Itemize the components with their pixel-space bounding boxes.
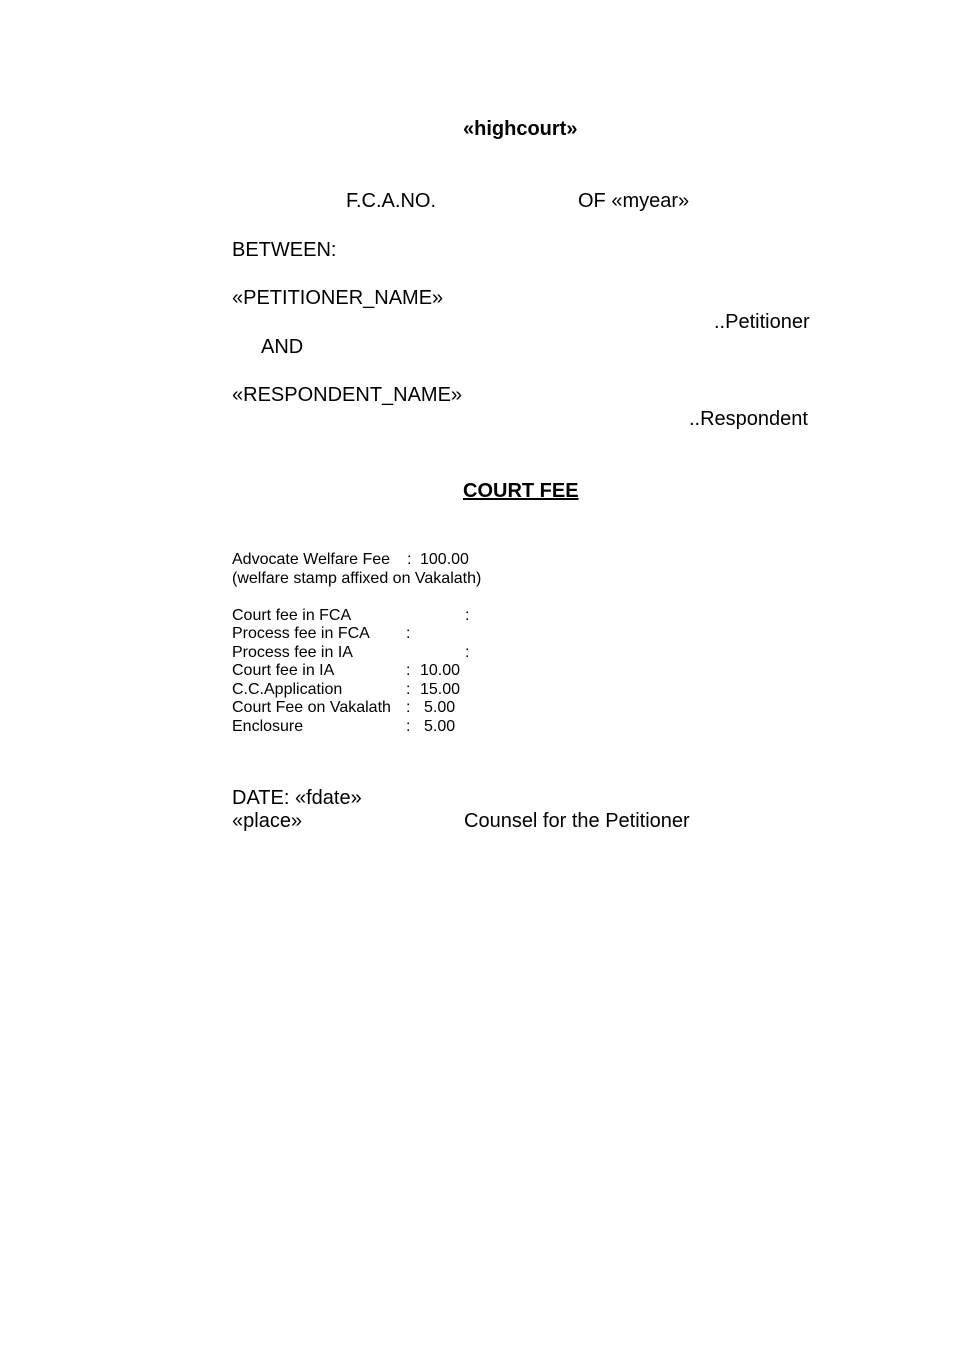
case-number-label: F.C.A.NO. bbox=[346, 190, 437, 212]
fee-label: Court Fee on Vakalath bbox=[232, 699, 391, 716]
fee-value: 5.00 bbox=[424, 718, 456, 735]
welfare-fee-value: 100.00 bbox=[420, 551, 469, 568]
place-line: «place» bbox=[232, 810, 303, 832]
colon-separator: : bbox=[406, 718, 411, 735]
counsel-signature-line: Counsel for the Petitioner bbox=[464, 810, 690, 832]
date-line: DATE: «fdate» bbox=[232, 787, 362, 809]
colon-separator: : bbox=[465, 644, 470, 661]
and-label: AND bbox=[261, 336, 304, 358]
fee-value: 5.00 bbox=[424, 699, 456, 716]
petitioner-name: «PETITIONER_NAME» bbox=[232, 287, 444, 309]
fee-value: 15.00 bbox=[420, 681, 461, 698]
colon-separator: : bbox=[465, 607, 470, 624]
welfare-fee-note: (welfare stamp affixed on Vakalath) bbox=[232, 570, 482, 587]
petitioner-role: ..Petitioner bbox=[714, 311, 810, 333]
court-fee-heading: COURT FEE bbox=[463, 480, 579, 502]
fee-label: Enclosure bbox=[232, 718, 304, 735]
respondent-name: «RESPONDENT_NAME» bbox=[232, 384, 463, 406]
case-year: OF «myear» bbox=[578, 190, 690, 212]
fee-label: Process fee in FCA bbox=[232, 625, 370, 642]
fee-label: Process fee in IA bbox=[232, 644, 353, 661]
colon-separator: : bbox=[407, 551, 412, 568]
respondent-role: ..Respondent bbox=[689, 408, 808, 430]
colon-separator: : bbox=[406, 681, 411, 698]
fee-value: 10.00 bbox=[420, 662, 461, 679]
welfare-fee-label: Advocate Welfare Fee bbox=[232, 551, 391, 568]
fee-label: C.C.Application bbox=[232, 681, 343, 698]
fee-label: Court fee in IA bbox=[232, 662, 335, 679]
colon-separator: : bbox=[406, 625, 411, 642]
colon-separator: : bbox=[406, 662, 411, 679]
colon-separator: : bbox=[406, 699, 411, 716]
fee-label: Court fee in FCA bbox=[232, 607, 352, 624]
between-label: BETWEEN: bbox=[232, 239, 337, 261]
court-name: «highcourt» bbox=[463, 118, 578, 140]
